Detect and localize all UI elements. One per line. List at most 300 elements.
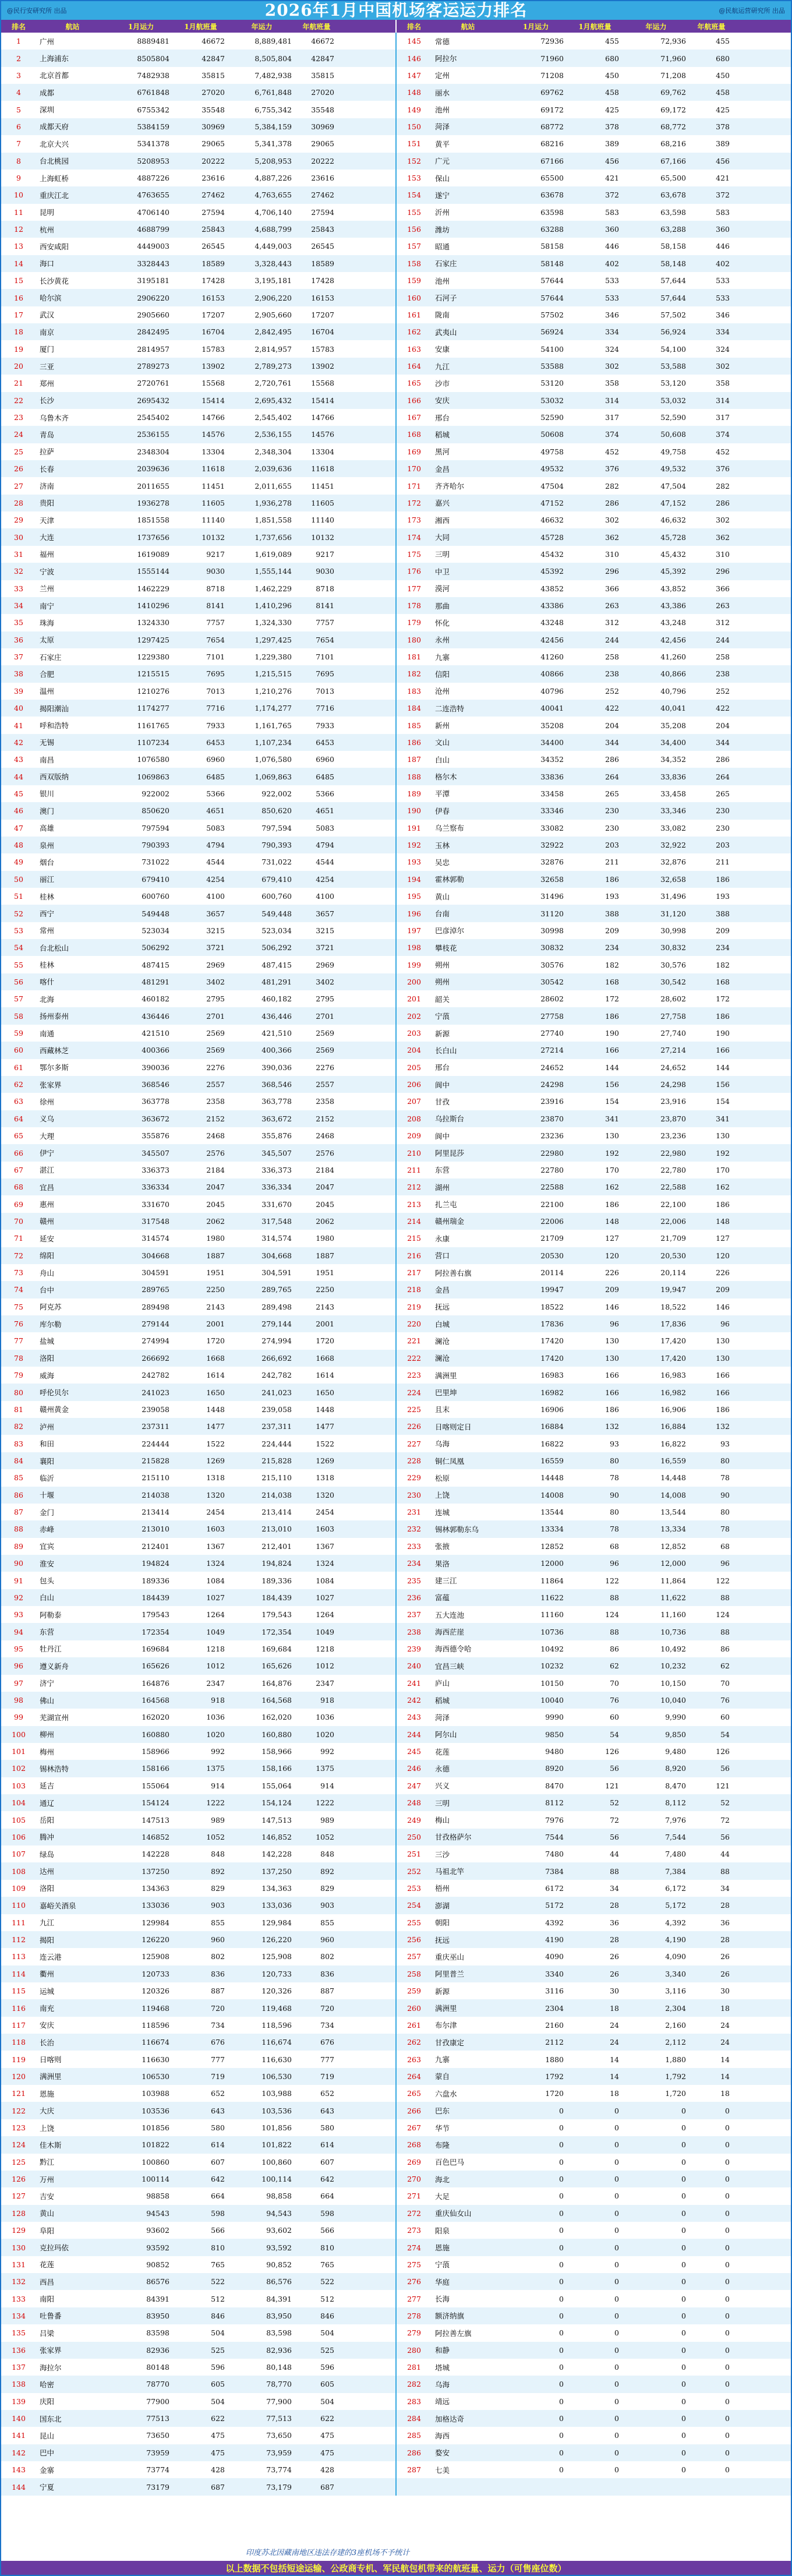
rank-cell: 282 [407, 2380, 421, 2389]
table-row [1, 1623, 791, 1640]
jan-capacity: 436446 [142, 1011, 169, 1021]
jan-flights: 2557 [206, 1080, 225, 1089]
year-flights: 324 [716, 344, 730, 354]
rank-cell: 234 [407, 1559, 421, 1568]
right-row-half [397, 1555, 791, 1572]
right-row-half [397, 973, 791, 990]
year-flights: 209 [716, 1285, 730, 1294]
jan-flights: 0 [614, 2243, 619, 2252]
rank-cell: 160 [407, 293, 421, 302]
jan-capacity: 9990 [545, 1713, 564, 1722]
left-row-half [1, 956, 397, 973]
jan-flights: 1887 [206, 1251, 225, 1260]
jan-capacity: 0 [559, 2140, 564, 2150]
jan-flights: 1320 [206, 1490, 225, 1499]
jan-capacity: 0 [559, 2123, 564, 2133]
airport-name: 澎湖 [435, 1901, 450, 1910]
year-capacity: 0 [681, 2123, 686, 2133]
rank-cell: 27 [14, 481, 23, 491]
year-capacity: 30,576 [660, 960, 686, 969]
airport-name: 安庆 [435, 396, 450, 405]
jan-flights: 1269 [206, 1456, 225, 1465]
year-flights: 1448 [316, 1405, 334, 1414]
airport-name: 湘西 [435, 516, 450, 525]
rank-cell: 114 [12, 1969, 26, 1978]
jan-flights: 0 [614, 2465, 619, 2475]
rank-cell: 209 [407, 1131, 421, 1141]
jan-flights: 30969 [201, 122, 225, 131]
year-capacity: 17,420 [660, 1353, 686, 1363]
jan-capacity: 4190 [545, 1935, 564, 1945]
year-capacity: 16,559 [660, 1456, 686, 1465]
table-row [1, 2478, 791, 2495]
jan-flights: 475 [211, 2448, 225, 2457]
year-capacity: 6,172 [665, 1883, 686, 1893]
left-row-half [1, 375, 397, 391]
jan-capacity: 16822 [540, 1439, 564, 1448]
table-row [1, 1572, 791, 1589]
airport-name: 阳泉 [435, 2226, 450, 2235]
rank-cell: 187 [407, 755, 421, 764]
left-row-half [1, 1076, 397, 1093]
airport-name: 阿勒泰 [40, 1610, 62, 1619]
rank-cell: 26 [14, 464, 23, 474]
table-row [1, 2427, 791, 2444]
year-flights: 28 [720, 1935, 730, 1945]
rank-cell: 21 [14, 379, 23, 388]
year-capacity: 22,588 [660, 1183, 686, 1192]
airport-name: 台北桃园 [40, 157, 69, 166]
airport-name: 安庆 [40, 2021, 55, 2030]
jan-flights: 17207 [201, 310, 225, 319]
jan-flights: 914 [211, 1781, 225, 1790]
jan-capacity: 116674 [142, 2038, 169, 2047]
year-flights: 642 [320, 2175, 334, 2184]
jan-flights: 810 [211, 2243, 225, 2252]
table-row [1, 1692, 791, 1709]
year-flights: 10132 [311, 532, 334, 542]
rank-cell: 218 [407, 1285, 421, 1294]
airport-name: 中卫 [435, 567, 450, 576]
year-capacity: 129,984 [261, 1918, 292, 1927]
rank-cell: 277 [407, 2294, 421, 2303]
airport-name: 金昌 [435, 1285, 450, 1294]
rank-cell: 16 [14, 293, 23, 302]
year-flights: 70 [720, 1678, 730, 1688]
rank-cell: 97 [14, 1678, 23, 1688]
rank-cell: 18 [14, 327, 23, 337]
year-capacity: 0 [681, 2431, 686, 2440]
jan-capacity: 355876 [142, 1131, 169, 1141]
year-capacity: 922,002 [261, 789, 292, 798]
year-capacity: 134,363 [261, 1883, 292, 1893]
airport-name: 梅州 [40, 1747, 55, 1756]
jan-capacity: 17420 [540, 1353, 564, 1363]
year-capacity: 119,468 [261, 2003, 292, 2013]
left-row-half [1, 2256, 397, 2273]
jan-flights: 6960 [206, 755, 225, 764]
year-capacity: 33,082 [660, 823, 686, 832]
jan-capacity: 487415 [142, 960, 169, 969]
left-row-half [1, 1572, 397, 1589]
year-capacity: 120,326 [261, 1986, 292, 1996]
left-row-half [1, 1811, 397, 1828]
right-row-half [397, 1110, 791, 1127]
year-flights: 1269 [316, 1456, 334, 1465]
year-flights: 234 [716, 943, 730, 952]
jan-flights: 366 [605, 584, 619, 593]
jan-flights: 190 [605, 1029, 619, 1038]
jan-flights: 3215 [206, 926, 225, 935]
year-flights: 989 [320, 1815, 334, 1825]
airport-name: 靖远 [435, 2397, 450, 2406]
year-flights: 504 [320, 2328, 334, 2338]
year-flights: 17207 [311, 310, 334, 319]
year-capacity: 14,448 [660, 1473, 686, 1483]
airport-name: 桂林 [40, 892, 55, 901]
col-jan-capacity: 1月运力 [522, 22, 549, 31]
airport-name: 锡林浩特 [40, 1764, 69, 1773]
year-flights: 344 [716, 737, 730, 747]
jan-flights: 314 [605, 396, 619, 405]
year-flights: 170 [716, 1165, 730, 1174]
right-row-half [397, 734, 791, 751]
jan-flights: 80 [610, 1508, 619, 1517]
table-row [1, 1178, 791, 1195]
year-flights: 302 [716, 362, 730, 370]
year-flights: 4794 [316, 841, 334, 850]
right-row-half [397, 1794, 791, 1811]
jan-flights: 312 [605, 618, 619, 627]
jan-flights: 244 [605, 635, 619, 644]
airport-name: 张家界 [40, 1080, 62, 1089]
year-flights: 1318 [316, 1473, 334, 1483]
jan-capacity: 274994 [142, 1336, 169, 1346]
jan-capacity: 46632 [540, 516, 564, 525]
year-capacity: 2,160 [665, 2020, 686, 2030]
jan-capacity: 4887226 [137, 174, 169, 183]
jan-flights: 376 [605, 464, 619, 474]
right-row-half [397, 1213, 791, 1230]
left-row-half [1, 1110, 397, 1127]
jan-flights: 374 [605, 430, 619, 439]
jan-flights: 0 [614, 2414, 619, 2423]
jan-flights: 88 [610, 1627, 619, 1636]
table-row [1, 665, 791, 682]
jan-flights: 2454 [206, 1508, 225, 1517]
right-row-half [397, 2376, 791, 2392]
left-row-half [1, 1469, 397, 1486]
right-row-half [397, 67, 791, 84]
rank-cell: 243 [407, 1713, 421, 1722]
rank-cell: 248 [407, 1798, 421, 1808]
year-flights: 15414 [311, 396, 334, 405]
table-row [1, 563, 791, 580]
jan-flights: 60 [610, 1713, 619, 1722]
left-row-half [1, 1777, 397, 1794]
right-row-half [397, 2393, 791, 2410]
jan-capacity: 400366 [142, 1046, 169, 1055]
year-capacity: 6,755,342 [254, 105, 292, 114]
rank-cell: 78 [14, 1353, 23, 1363]
rank-cell: 284 [407, 2414, 421, 2423]
jan-flights: 14766 [201, 413, 225, 422]
jan-capacity: 7544 [545, 1832, 564, 1841]
rank-cell: 235 [407, 1576, 421, 1585]
year-capacity: 237,311 [261, 1422, 292, 1431]
year-flights: 0 [725, 2363, 730, 2372]
year-capacity: 45,432 [660, 549, 686, 559]
rank-cell: 33 [14, 584, 23, 593]
year-capacity: 11,160 [660, 1610, 686, 1619]
airport-name: 芜湖宣州 [40, 1713, 69, 1722]
year-capacity: 5,208,953 [254, 156, 292, 165]
year-capacity: 16,982 [660, 1388, 686, 1397]
jan-capacity: 1720 [545, 2089, 564, 2098]
table-row [1, 477, 791, 494]
left-row-half [1, 1264, 397, 1281]
year-capacity: 12,000 [660, 1559, 686, 1568]
table-row [1, 1213, 791, 1230]
rank-cell: 44 [14, 772, 23, 781]
jan-capacity: 5341378 [137, 139, 169, 149]
jan-flights: 0 [614, 2294, 619, 2303]
left-row-half [1, 1845, 397, 1862]
year-capacity: 2,304 [665, 2003, 686, 2013]
year-capacity: 65,500 [660, 174, 686, 183]
table-row [1, 1384, 791, 1400]
jan-flights: 156 [605, 1080, 619, 1089]
jan-capacity: 790393 [142, 841, 169, 850]
jan-capacity: 0 [559, 2192, 564, 2201]
jan-flights: 7013 [206, 686, 225, 696]
airport-name: 三明 [435, 550, 450, 559]
right-row-half [397, 1504, 791, 1520]
jan-flights: 6453 [206, 737, 225, 747]
jan-flights: 28 [610, 1901, 619, 1910]
jan-flights: 76 [610, 1696, 619, 1705]
jan-flights: 525 [211, 2345, 225, 2355]
rank-cell: 100 [12, 1730, 26, 1739]
year-flights: 244 [716, 635, 730, 644]
rank-cell: 266 [407, 2106, 421, 2115]
jan-flights: 0 [614, 2345, 619, 2355]
jan-flights: 388 [605, 909, 619, 918]
table-row [1, 751, 791, 768]
right-row-half [397, 1811, 791, 1828]
rank-cell: 242 [407, 1696, 421, 1705]
jan-capacity: 11160 [540, 1610, 564, 1619]
jan-flights: 3721 [206, 943, 225, 952]
year-capacity: 9,850 [665, 1730, 686, 1739]
right-row-half [397, 888, 791, 905]
year-flights: 27020 [311, 88, 334, 97]
rank-cell: 203 [407, 1029, 421, 1038]
airport-name: 银川 [40, 789, 55, 799]
jan-capacity: 2720761 [137, 379, 169, 388]
right-row-half [397, 665, 791, 682]
year-flights: 1477 [316, 1422, 334, 1431]
jan-flights: 4651 [206, 806, 225, 816]
rank-cell: 193 [407, 858, 421, 867]
jan-flights: 9217 [206, 549, 225, 559]
right-row-half [397, 460, 791, 477]
right-row-half [397, 1178, 791, 1195]
jan-flights: 458 [605, 88, 619, 97]
table-row [1, 1195, 791, 1212]
jan-capacity: 126220 [142, 1935, 169, 1945]
jan-capacity: 32658 [540, 874, 564, 884]
year-flights: 643 [320, 2106, 334, 2115]
year-capacity: 850,620 [261, 806, 292, 816]
jan-capacity: 11864 [540, 1576, 564, 1585]
year-flights: 4254 [316, 874, 334, 884]
year-flights: 7757 [316, 618, 334, 627]
year-flights: 2454 [316, 1508, 334, 1517]
rank-cell: 201 [407, 994, 421, 1004]
table-row [1, 956, 791, 973]
airport-name: 甘孜格萨尔 [435, 1833, 472, 1842]
jan-capacity: 8112 [545, 1798, 564, 1808]
table-row [1, 734, 791, 751]
rank-cell: 4 [16, 88, 21, 97]
airport-name: 上饶 [435, 1491, 450, 1500]
right-row-half [397, 1452, 791, 1469]
year-flights: 14 [720, 2072, 730, 2081]
airport-name: 赣州黄金 [40, 1405, 69, 1414]
airport-name: 巴中 [40, 2448, 55, 2458]
left-row-half [1, 973, 397, 990]
jan-flights: 62 [610, 1661, 619, 1671]
airport-name: 巴彦淖尔 [435, 926, 465, 936]
right-row-half [397, 1982, 791, 1999]
year-capacity: 93,592 [266, 2243, 292, 2252]
jan-capacity: 421510 [142, 1029, 169, 1038]
jan-flights: 829 [211, 1883, 225, 1893]
airport-name: 扎兰屯 [435, 1200, 457, 1209]
jan-capacity: 2906220 [137, 293, 169, 302]
table-row [1, 2410, 791, 2427]
airport-name: 南阳 [40, 2295, 55, 2304]
table-row [1, 853, 791, 870]
left-row-half [1, 546, 397, 563]
year-capacity: 73,774 [266, 2465, 292, 2475]
left-row-half [1, 1726, 397, 1743]
right-row-half [397, 1487, 791, 1504]
year-flights: 11605 [311, 498, 334, 507]
table-row [1, 2154, 791, 2171]
jan-capacity: 16559 [540, 1456, 564, 1465]
rank-cell: 107 [12, 1850, 26, 1859]
jan-capacity: 8920 [545, 1764, 564, 1773]
jan-capacity: 0 [559, 2345, 564, 2355]
rank-cell: 253 [407, 1883, 421, 1893]
airport-name: 铜仁凤凰 [435, 1456, 465, 1466]
rank-cell: 119 [12, 2055, 26, 2064]
rank-cell: 142 [12, 2448, 26, 2457]
table-row [1, 84, 791, 101]
table-row [1, 1760, 791, 1777]
jan-flights: 204 [605, 721, 619, 730]
year-capacity: 32,922 [660, 841, 686, 850]
airport-name: 赣州 [40, 1217, 55, 1226]
right-row-half [397, 1469, 791, 1486]
jan-capacity: 169684 [142, 1644, 169, 1653]
jan-flights: 2143 [206, 1302, 225, 1311]
table-row [1, 426, 791, 443]
jan-capacity: 213414 [142, 1508, 169, 1517]
jan-capacity: 63678 [540, 190, 564, 200]
airport-name: 烟台 [40, 858, 55, 867]
year-flights: 34 [720, 1883, 730, 1893]
rank-cell: 185 [407, 721, 421, 730]
jan-capacity: 212401 [142, 1541, 169, 1551]
rank-cell: 102 [12, 1764, 26, 1773]
airport-name: 通辽 [40, 1798, 55, 1808]
jan-flights: 2347 [206, 1678, 225, 1688]
year-capacity: 31,120 [660, 909, 686, 918]
airport-name: 衢州 [40, 1970, 55, 1979]
year-flights: 2001 [316, 1319, 334, 1329]
year-flights: 258 [716, 652, 730, 662]
year-capacity: 67,166 [660, 156, 686, 165]
jan-capacity: 189336 [142, 1576, 169, 1585]
year-flights: 0 [725, 2243, 730, 2252]
rank-cell: 262 [407, 2038, 421, 2047]
left-row-half [1, 2307, 397, 2324]
jan-flights: 1668 [206, 1353, 225, 1363]
airport-name: 武夷山 [435, 327, 457, 337]
rank-cell: 22 [14, 396, 23, 405]
right-row-half [397, 358, 791, 375]
table-row [1, 170, 791, 186]
col-rank: 排名 [11, 22, 26, 31]
right-row-half [397, 1948, 791, 1965]
year-flights: 622 [320, 2414, 334, 2423]
rank-cell: 66 [14, 1148, 23, 1158]
rank-cell: 49 [14, 858, 23, 867]
year-capacity: 2,112 [665, 2038, 686, 2047]
airport-name: 洛阳 [40, 1354, 55, 1363]
airport-name: 锡林郭勒东乌 [435, 1525, 479, 1534]
right-row-half [397, 2256, 791, 2273]
year-capacity: 50,608 [660, 430, 686, 439]
year-flights: 80 [720, 1456, 730, 1465]
jan-flights: 358 [605, 379, 619, 388]
jan-capacity: 0 [559, 2260, 564, 2269]
jan-capacity: 331670 [142, 1199, 169, 1209]
year-capacity: 1,069,863 [254, 772, 292, 781]
footer-note: 以上数据不包括短途运输、公政商专机、军民航包机带来的航班量、运力（可售座位数） [1, 2561, 791, 2575]
jan-flights: 2184 [206, 1165, 225, 1174]
jan-capacity: 179543 [142, 1610, 169, 1619]
jan-capacity: 27214 [540, 1046, 564, 1055]
rank-cell: 63 [14, 1097, 23, 1106]
year-capacity: 77,513 [266, 2414, 292, 2423]
jan-capacity: 5384159 [137, 122, 169, 131]
year-flights: 810 [320, 2243, 334, 2252]
airport-name: 白山 [435, 755, 450, 764]
rank-cell: 95 [14, 1644, 23, 1653]
year-capacity: 53,120 [660, 379, 686, 388]
year-flights: 914 [320, 1781, 334, 1790]
airport-name: 宁蒗 [435, 2260, 450, 2270]
left-row-half [1, 153, 397, 170]
jan-flights: 446 [605, 242, 619, 251]
left-row-half [1, 2376, 397, 2392]
airport-name: 克拉玛依 [40, 2243, 69, 2253]
airport-name: 宁蒗 [435, 1012, 450, 1021]
